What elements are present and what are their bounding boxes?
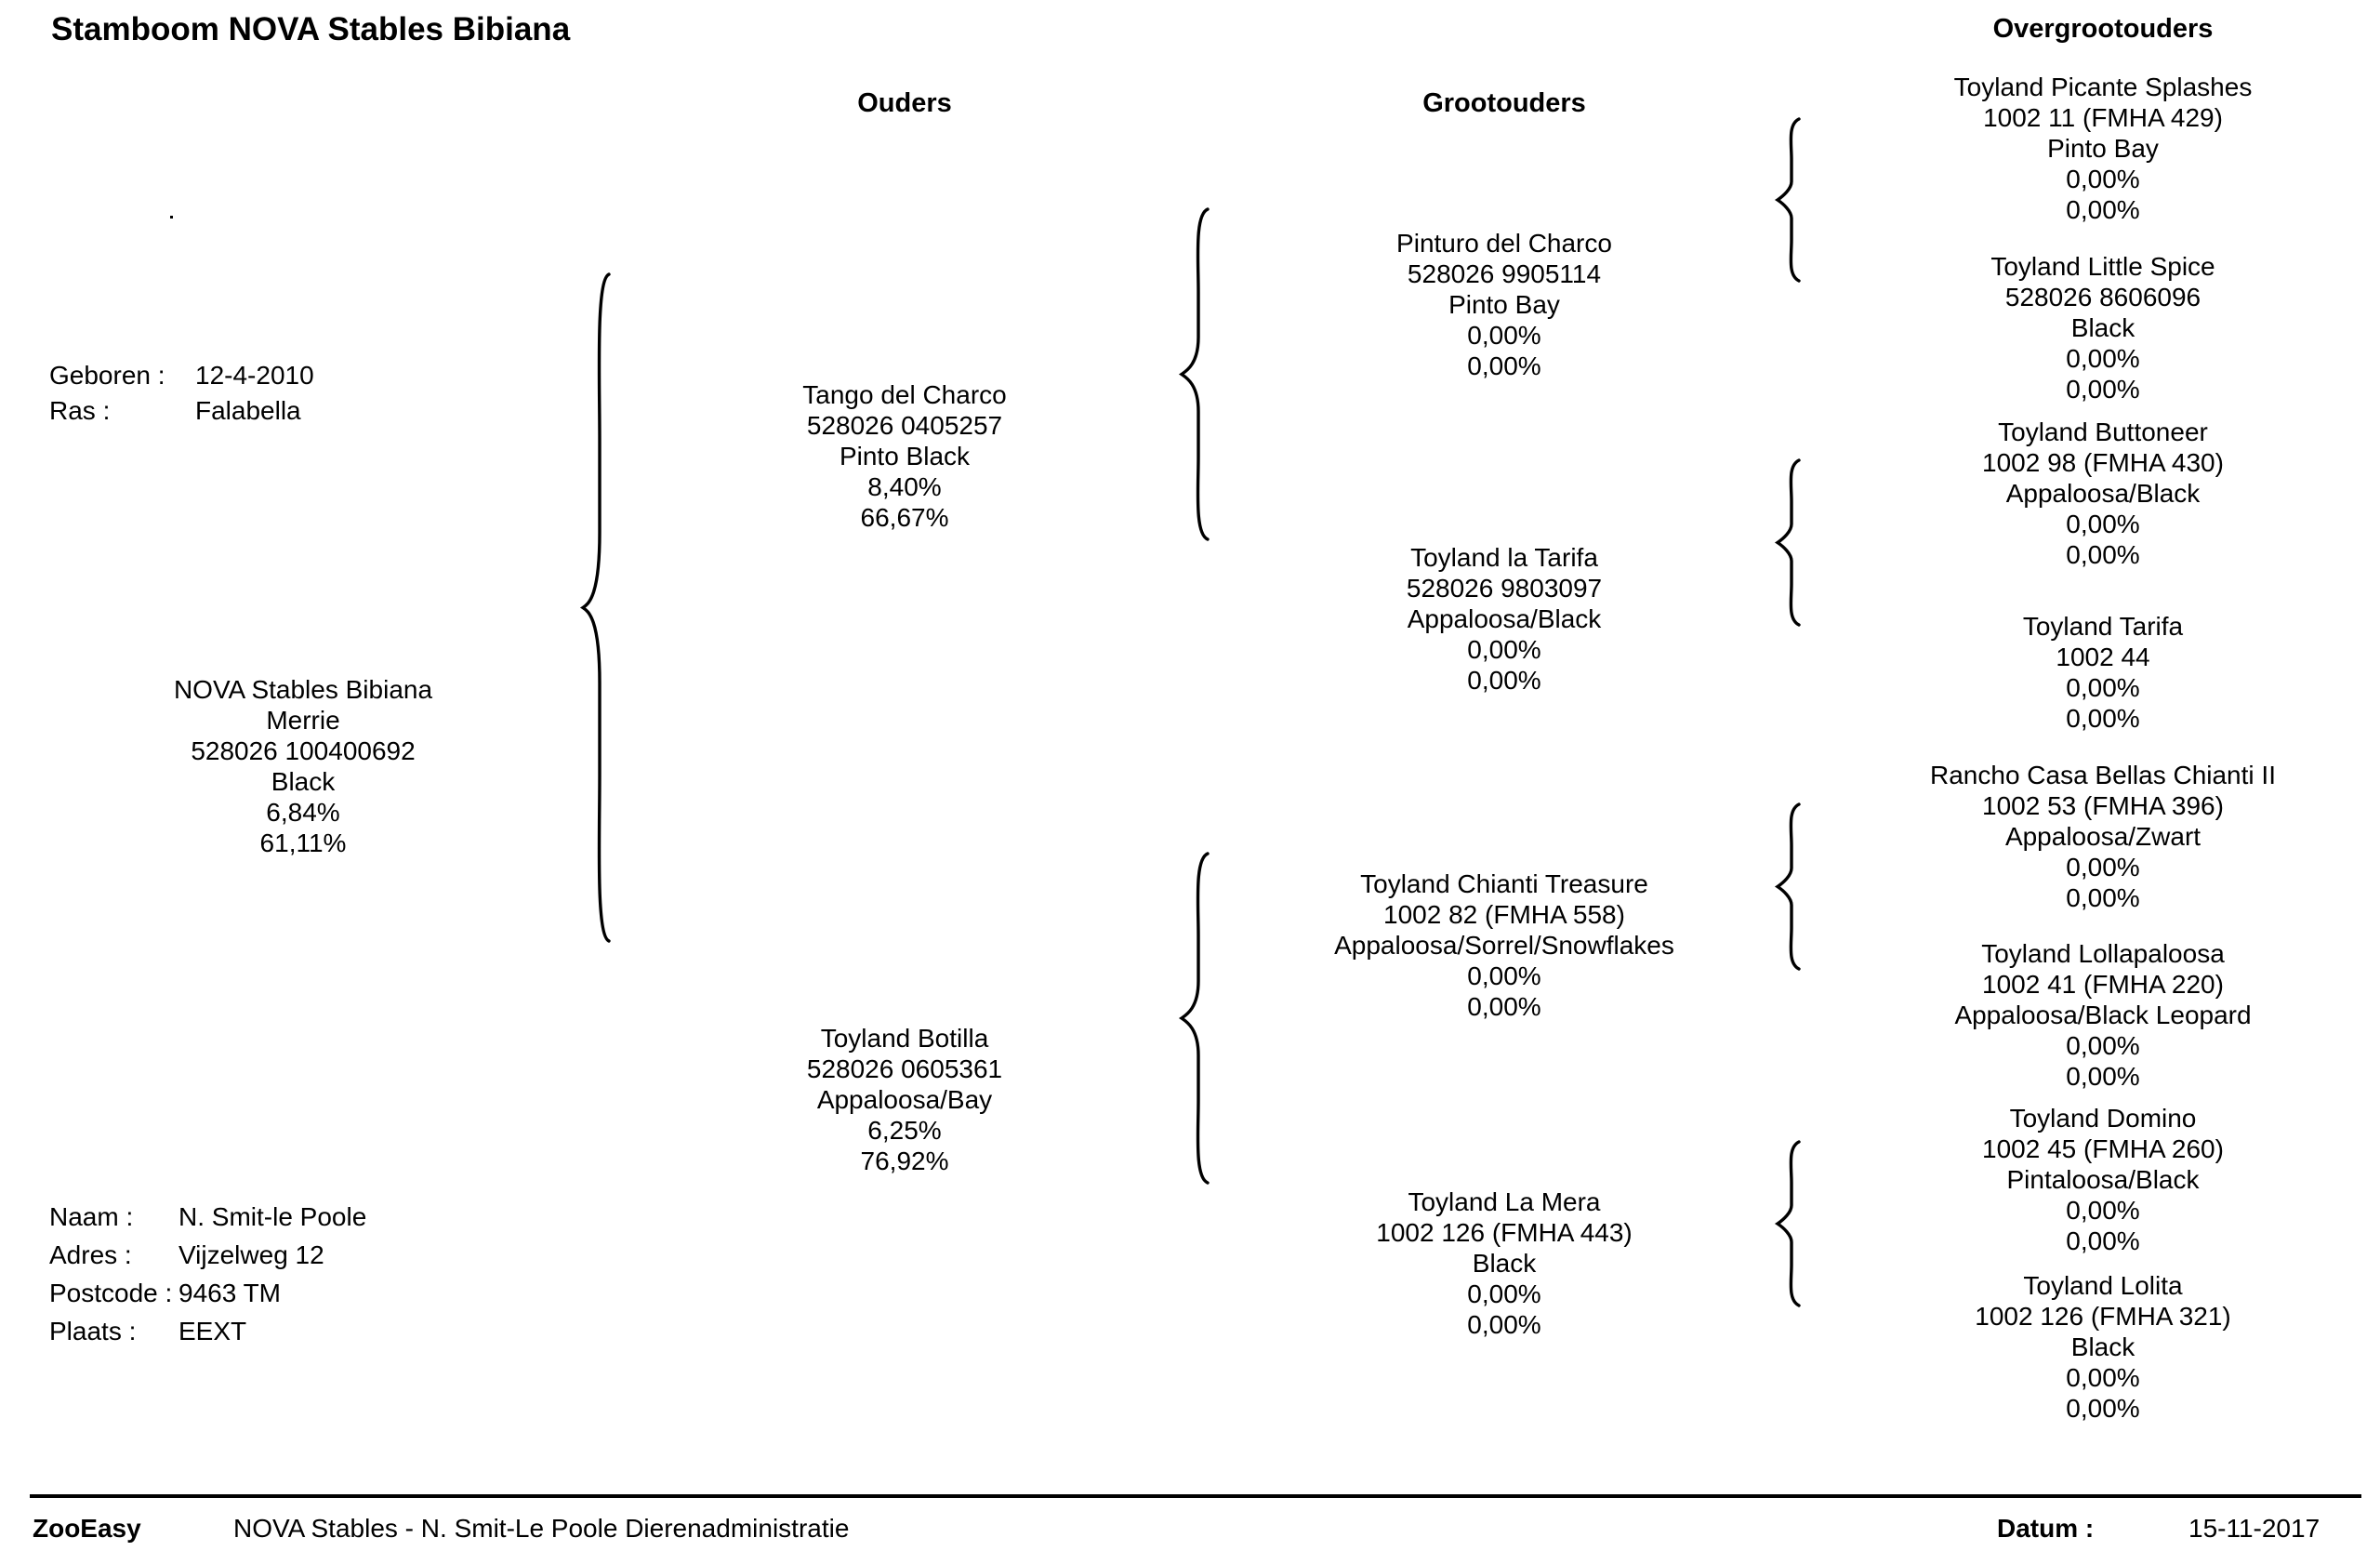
- horse-color: Appaloosa/Bay: [816, 1085, 993, 1114]
- horse-id: 1002 11 (FMHA 429): [1983, 103, 2223, 132]
- horse-pct1: 0,00%: [2066, 1031, 2140, 1060]
- brace-grandparent-1: [1778, 119, 1799, 281]
- subject-name: NOVA Stables Bibiana: [173, 675, 433, 704]
- footer-date-label: Datum :: [1997, 1514, 2095, 1543]
- horse-id: 528026 0605361: [806, 1054, 1003, 1083]
- horse-id: 528026 9803097: [1406, 574, 1603, 603]
- horse-pct1: 0,00%: [2066, 673, 2140, 702]
- horse-pct2: 0,00%: [2066, 540, 2140, 569]
- horse-name: Toyland Picante Splashes: [1953, 73, 2253, 101]
- horse-pct2: 0,00%: [2066, 195, 2140, 224]
- horse-pct2: 0,00%: [2066, 375, 2140, 404]
- horse-color: Black: [1472, 1249, 1537, 1278]
- owner-postcode-value: 9463 TM: [178, 1279, 281, 1307]
- horse-color: Pinto Bay: [2047, 134, 2159, 163]
- owner-address-label: Adres :: [49, 1240, 132, 1269]
- horse-name: Toyland Domino: [2009, 1104, 2197, 1133]
- horse-id: 1002 41 (FMHA 220): [1982, 970, 2224, 999]
- footer-organization: NOVA Stables - N. Smit-Le Poole Dierenadministratie: [233, 1514, 850, 1543]
- horse-pct2: 0,00%: [1467, 666, 1541, 695]
- horse-color: Pinto Bay: [1448, 290, 1560, 319]
- column-header-great-grandparents: Overgrootouders: [1992, 14, 2214, 44]
- brace-grandparent-4: [1778, 1142, 1799, 1306]
- horse-pct1: 0,00%: [2066, 510, 2140, 538]
- horse-id: 1002 126 (FMHA 443): [1376, 1218, 1633, 1247]
- horse-color: Appaloosa/Zwart: [2004, 822, 2202, 851]
- horse-id: 528026 8606096: [2004, 283, 2202, 312]
- brace-subject: [583, 274, 609, 941]
- horse-name: Toyland Botilla: [820, 1024, 989, 1053]
- horse-name: Tango del Charco: [802, 380, 1007, 409]
- horse-pct1: 0,00%: [1467, 961, 1541, 990]
- horse-name: Toyland Chianti Treasure: [1360, 869, 1648, 898]
- horse-pct1: 0,00%: [2066, 1363, 2140, 1392]
- horse-color: Black: [2070, 1332, 2135, 1361]
- horse-pct2: 66,67%: [860, 503, 949, 532]
- page-title: Stamboom NOVA Stables Bibiana: [51, 11, 571, 47]
- brace-grandparent-2: [1778, 460, 1799, 625]
- horse-id: 1002 98 (FMHA 430): [1982, 448, 2224, 477]
- horse-color: Pinto Black: [839, 442, 971, 471]
- born-label: Geboren :: [49, 361, 165, 390]
- subject-pct1: 6,84%: [266, 798, 340, 827]
- horse-pct1: 0,00%: [1467, 1279, 1541, 1308]
- horse-id: 1002 53 (FMHA 396): [1982, 791, 2224, 820]
- footer-date-value: 15-11-2017: [2188, 1514, 2320, 1543]
- horse-pct2: 76,92%: [860, 1147, 949, 1175]
- horse-pct2: 0,00%: [2066, 1394, 2140, 1423]
- footer-divider: [30, 1494, 2361, 1498]
- horse-color: Black: [2070, 313, 2135, 342]
- horse-pct2: 0,00%: [1467, 1310, 1541, 1339]
- footer-brand: ZooEasy: [33, 1514, 141, 1543]
- subject-id: 528026 100400692: [191, 736, 416, 765]
- horse-name: Toyland Little Spice: [1990, 252, 2215, 281]
- horse-id: 528026 9905114: [1407, 259, 1602, 288]
- horse-pct1: 0,00%: [2066, 344, 2140, 373]
- horse-color: Pintaloosa/Black: [2006, 1165, 2200, 1194]
- breed-label: Ras :: [49, 396, 111, 425]
- brace-parent-dam: [1182, 854, 1208, 1183]
- owner-name-value: N. Smit-le Poole: [178, 1202, 367, 1231]
- horse-color: Appaloosa/Sorrel/Snowflakes: [1334, 931, 1674, 960]
- breed-value: Falabella: [195, 396, 301, 425]
- horse-name: Toyland Tarifa: [2022, 612, 2184, 641]
- horse-color: Appaloosa/Black: [1407, 604, 1602, 633]
- horse-pct2: 0,00%: [2066, 1062, 2140, 1091]
- horse-id: 1002 44: [2056, 643, 2150, 671]
- column-header-parents: Ouders: [857, 88, 952, 118]
- horse-name: Pinturo del Charco: [1396, 229, 1612, 258]
- subject-color: Black: [271, 767, 336, 796]
- horse-pct1: 0,00%: [2066, 1196, 2140, 1225]
- horse-pct2: 0,00%: [2066, 883, 2140, 912]
- brace-grandparent-3: [1778, 804, 1799, 969]
- owner-city-value: EEXT: [178, 1317, 247, 1346]
- horse-id: 1002 126 (FMHA 321): [1975, 1302, 2231, 1331]
- subject-sex: Merrie: [266, 706, 340, 735]
- horse-color: Appaloosa/Black: [2005, 479, 2201, 508]
- column-header-grandparents: Grootouders: [1422, 88, 1586, 118]
- owner-address-value: Vijzelweg 12: [178, 1240, 324, 1269]
- owner-city-label: Plaats :: [49, 1317, 137, 1346]
- horse-pct1: 0,00%: [1467, 635, 1541, 664]
- horse-pct1: 0,00%: [2066, 853, 2140, 882]
- born-value: 12-4-2010: [195, 361, 314, 390]
- horse-name: Rancho Casa Bellas Chianti II: [1930, 761, 2276, 789]
- horse-color: Appaloosa/Black Leopard: [1954, 1001, 2252, 1029]
- owner-postcode-label: Postcode :: [49, 1279, 173, 1307]
- horse-pct2: 0,00%: [2066, 704, 2140, 733]
- brace-parent-sire: [1182, 209, 1208, 539]
- horse-pct2: 0,00%: [1467, 351, 1541, 380]
- horse-name: Toyland la Tarifa: [1410, 543, 1598, 572]
- horse-name: Toyland Lollapaloosa: [1981, 939, 2225, 968]
- owner-name-label: Naam :: [49, 1202, 134, 1231]
- horse-name: Toyland La Mera: [1408, 1187, 1601, 1216]
- horse-name: Toyland Buttoneer: [1998, 418, 2208, 446]
- subject-pct2: 61,11%: [259, 829, 347, 857]
- horse-id: 528026 0405257: [806, 411, 1003, 440]
- horse-pct1: 0,00%: [2066, 165, 2140, 193]
- horse-pct2: 0,00%: [1467, 992, 1541, 1021]
- horse-pct2: 0,00%: [2066, 1226, 2140, 1255]
- horse-pct1: 0,00%: [1467, 321, 1541, 350]
- horse-pct1: 6,25%: [867, 1116, 942, 1145]
- horse-pct1: 8,40%: [867, 472, 942, 501]
- horse-name: Toyland Lolita: [2023, 1271, 2183, 1300]
- horse-id: 1002 82 (FMHA 558): [1383, 900, 1625, 929]
- horse-id: 1002 45 (FMHA 260): [1982, 1134, 2224, 1163]
